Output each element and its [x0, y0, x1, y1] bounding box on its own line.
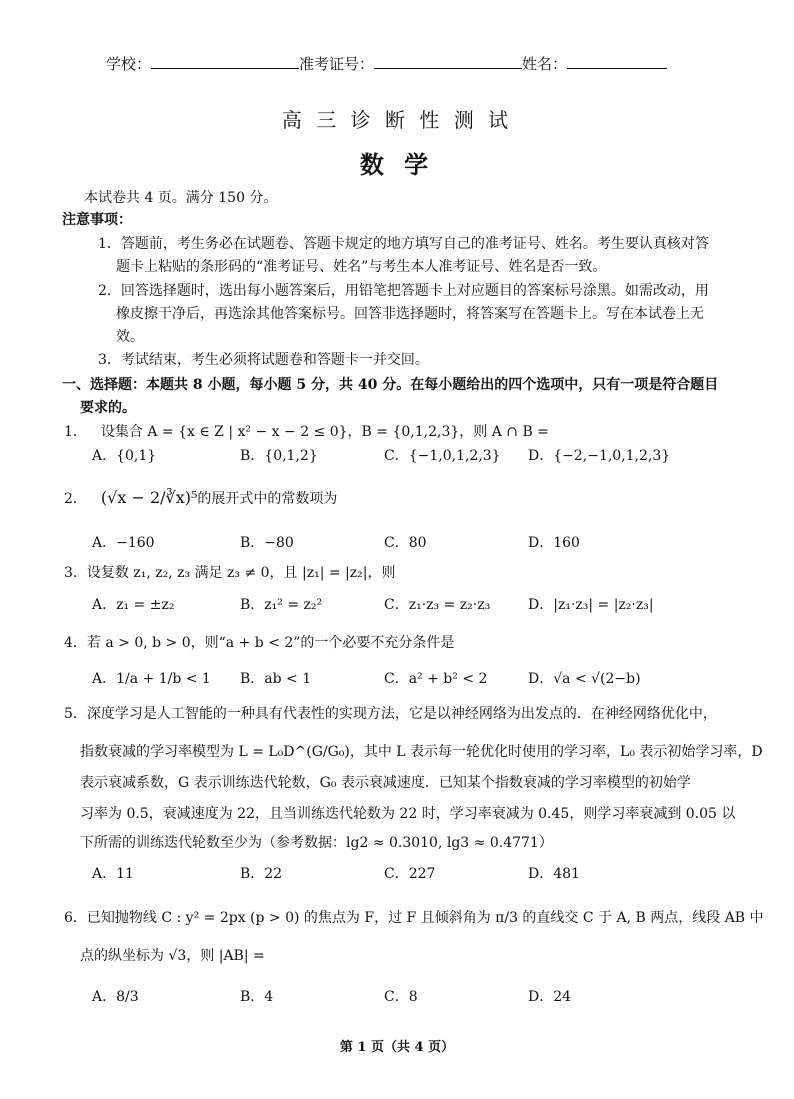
option-d[interactable]: D．481	[528, 866, 580, 882]
option-c[interactable]: C．80	[384, 535, 427, 551]
section-heading: 要求的。	[80, 400, 136, 416]
question-3: 3．设复数 z₁, z₂, z₃ 满足 z₃ ≠ 0，且 |z₁| = |z₂|，则	[64, 565, 396, 581]
name-label: 姓名：	[522, 55, 568, 73]
option-c[interactable]: C．{−1,0,1,2,3}	[384, 448, 501, 464]
note-line: 题卡上粘贴的条形码的“准考证号、姓名”与考生本人准考证号、姓名是否一致。	[116, 259, 607, 275]
option-d[interactable]: D．|z₁·z₃| = |z₂·z₃|	[528, 597, 654, 613]
question-5-line: 下所需的训练迭代轮数至少为（参考数据：lg2 ≈ 0.3010, lg3 ≈ 0.4771）	[80, 835, 553, 851]
note-line: 1．答题前，考生务必在试题卷、答题卡规定的地方填写自己的准考证号、姓名。考生要认真核对答	[98, 236, 709, 252]
question-number: 2．	[64, 491, 87, 507]
option-d[interactable]: D．{−2,−1,0,1,2,3}	[528, 448, 671, 464]
note-line: 3．考试结束，考生必须将试题卷和答题卡一并交回。	[98, 352, 429, 368]
note-line: 2．回答选择题时，选出每小题答案后，用铅笔把答题卡上对应题目的答案标号涂黑。如需改动，用	[98, 283, 709, 299]
option-d[interactable]: D．24	[528, 989, 572, 1005]
option-b[interactable]: B．22	[240, 866, 283, 882]
option-a[interactable]: A．8/3	[92, 989, 139, 1005]
option-b[interactable]: B．−80	[240, 535, 294, 551]
note-line: 橡皮擦干净后，再选涂其他答案标号。回答非选择题时，将答案写在答题卡上。写在本试卷上无	[116, 306, 704, 322]
option-a[interactable]: A．−160	[92, 535, 155, 551]
question-4: 4．若 a > 0, b > 0，则“a + b < 2”的一个必要不充分条件是	[64, 635, 455, 651]
option-a[interactable]: A．z₁ = ±z₂	[92, 597, 175, 613]
option-d[interactable]: D．160	[528, 535, 580, 551]
question-expression: (√x − 2/∛x)⁵	[100, 488, 198, 507]
question-5-line: 5．深度学习是人工智能的一种具有代表性的实现方法，它是以神经网络为出发点的．在神经网络优化中，	[64, 706, 717, 722]
notes-title: 注意事项：	[62, 212, 132, 228]
option-b[interactable]: B．4	[240, 989, 274, 1005]
option-d[interactable]: D．√a < √(2−b)	[528, 671, 641, 687]
question-5-line: 指数衰减的学习率模型为 L = L₀D^(G/G₀)，其中 L 表示每一轮优化时使用的学习率，L₀ 表示初始学习率，D	[80, 744, 763, 760]
option-b[interactable]: B．{0,1,2}	[240, 448, 318, 464]
option-c[interactable]: C．8	[384, 989, 418, 1005]
option-a[interactable]: A．11	[92, 866, 134, 882]
question-number: 1．	[64, 424, 87, 440]
question-1	[64, 421, 549, 441]
option-c[interactable]: C．a² + b² < 2	[384, 671, 488, 687]
option-a[interactable]: A．{0,1}	[92, 448, 157, 464]
question-6-line: 6．已知抛物线 C : y² = 2px (p > 0) 的焦点为 F，过 F 且倾斜角为 π/3 的直线交 C 于 A, B 两点，线段 AB 中	[64, 910, 764, 926]
note-line: 效。	[116, 329, 144, 345]
question-2	[64, 488, 337, 508]
header-row	[106, 53, 667, 74]
id-label: 准考证号：	[299, 55, 375, 73]
question-text: 设集合 A = {x ∈ Z | x² − x − 2 ≤ 0}，B = {0,1,2,3}，则 A ∩ B =	[100, 424, 549, 440]
question-5-line: 表示衰减系数，G 表示训练迭代轮数，G₀ 表示衰减速度．已知某个指数衰减的学习率模型的初始学	[80, 775, 691, 791]
question-text: 的展开式中的常数项为	[197, 491, 338, 507]
exam-title: 高 三 诊 断 性 测 试	[281, 108, 513, 132]
school-blank[interactable]	[151, 54, 299, 69]
option-b[interactable]: B．z₁² = z₂²	[240, 597, 323, 613]
name-blank[interactable]	[567, 54, 667, 69]
option-c[interactable]: C．227	[384, 866, 436, 882]
question-5-line: 习率为 0.5，衰减速度为 22，且当训练迭代轮数为 22 时，学习率衰减为 0.45，则学习率衰减到 0.05 以	[80, 806, 736, 822]
school-label: 学校：	[106, 55, 152, 73]
option-b[interactable]: B．ab < 1	[240, 671, 312, 687]
section-heading: 一、选择题：本题共 8 小题，每小题 5 分，共 40 分。在每小题给出的四个选项中，只有一项是符合题目	[62, 377, 719, 393]
intro-text: 本试卷共 4 页。满分 150 分。	[84, 190, 278, 206]
question-6-line: 点的纵坐标为 √3，则 |AB| =	[80, 948, 265, 964]
option-a[interactable]: A．1/a + 1/b < 1	[92, 671, 211, 687]
subject-title: 数 学	[359, 150, 435, 179]
page-footer: 第 1 页（共 4 页）	[339, 1040, 455, 1055]
option-c[interactable]: C．z₁·z₃ = z₂·z₃	[384, 597, 491, 613]
id-blank[interactable]	[374, 54, 522, 69]
